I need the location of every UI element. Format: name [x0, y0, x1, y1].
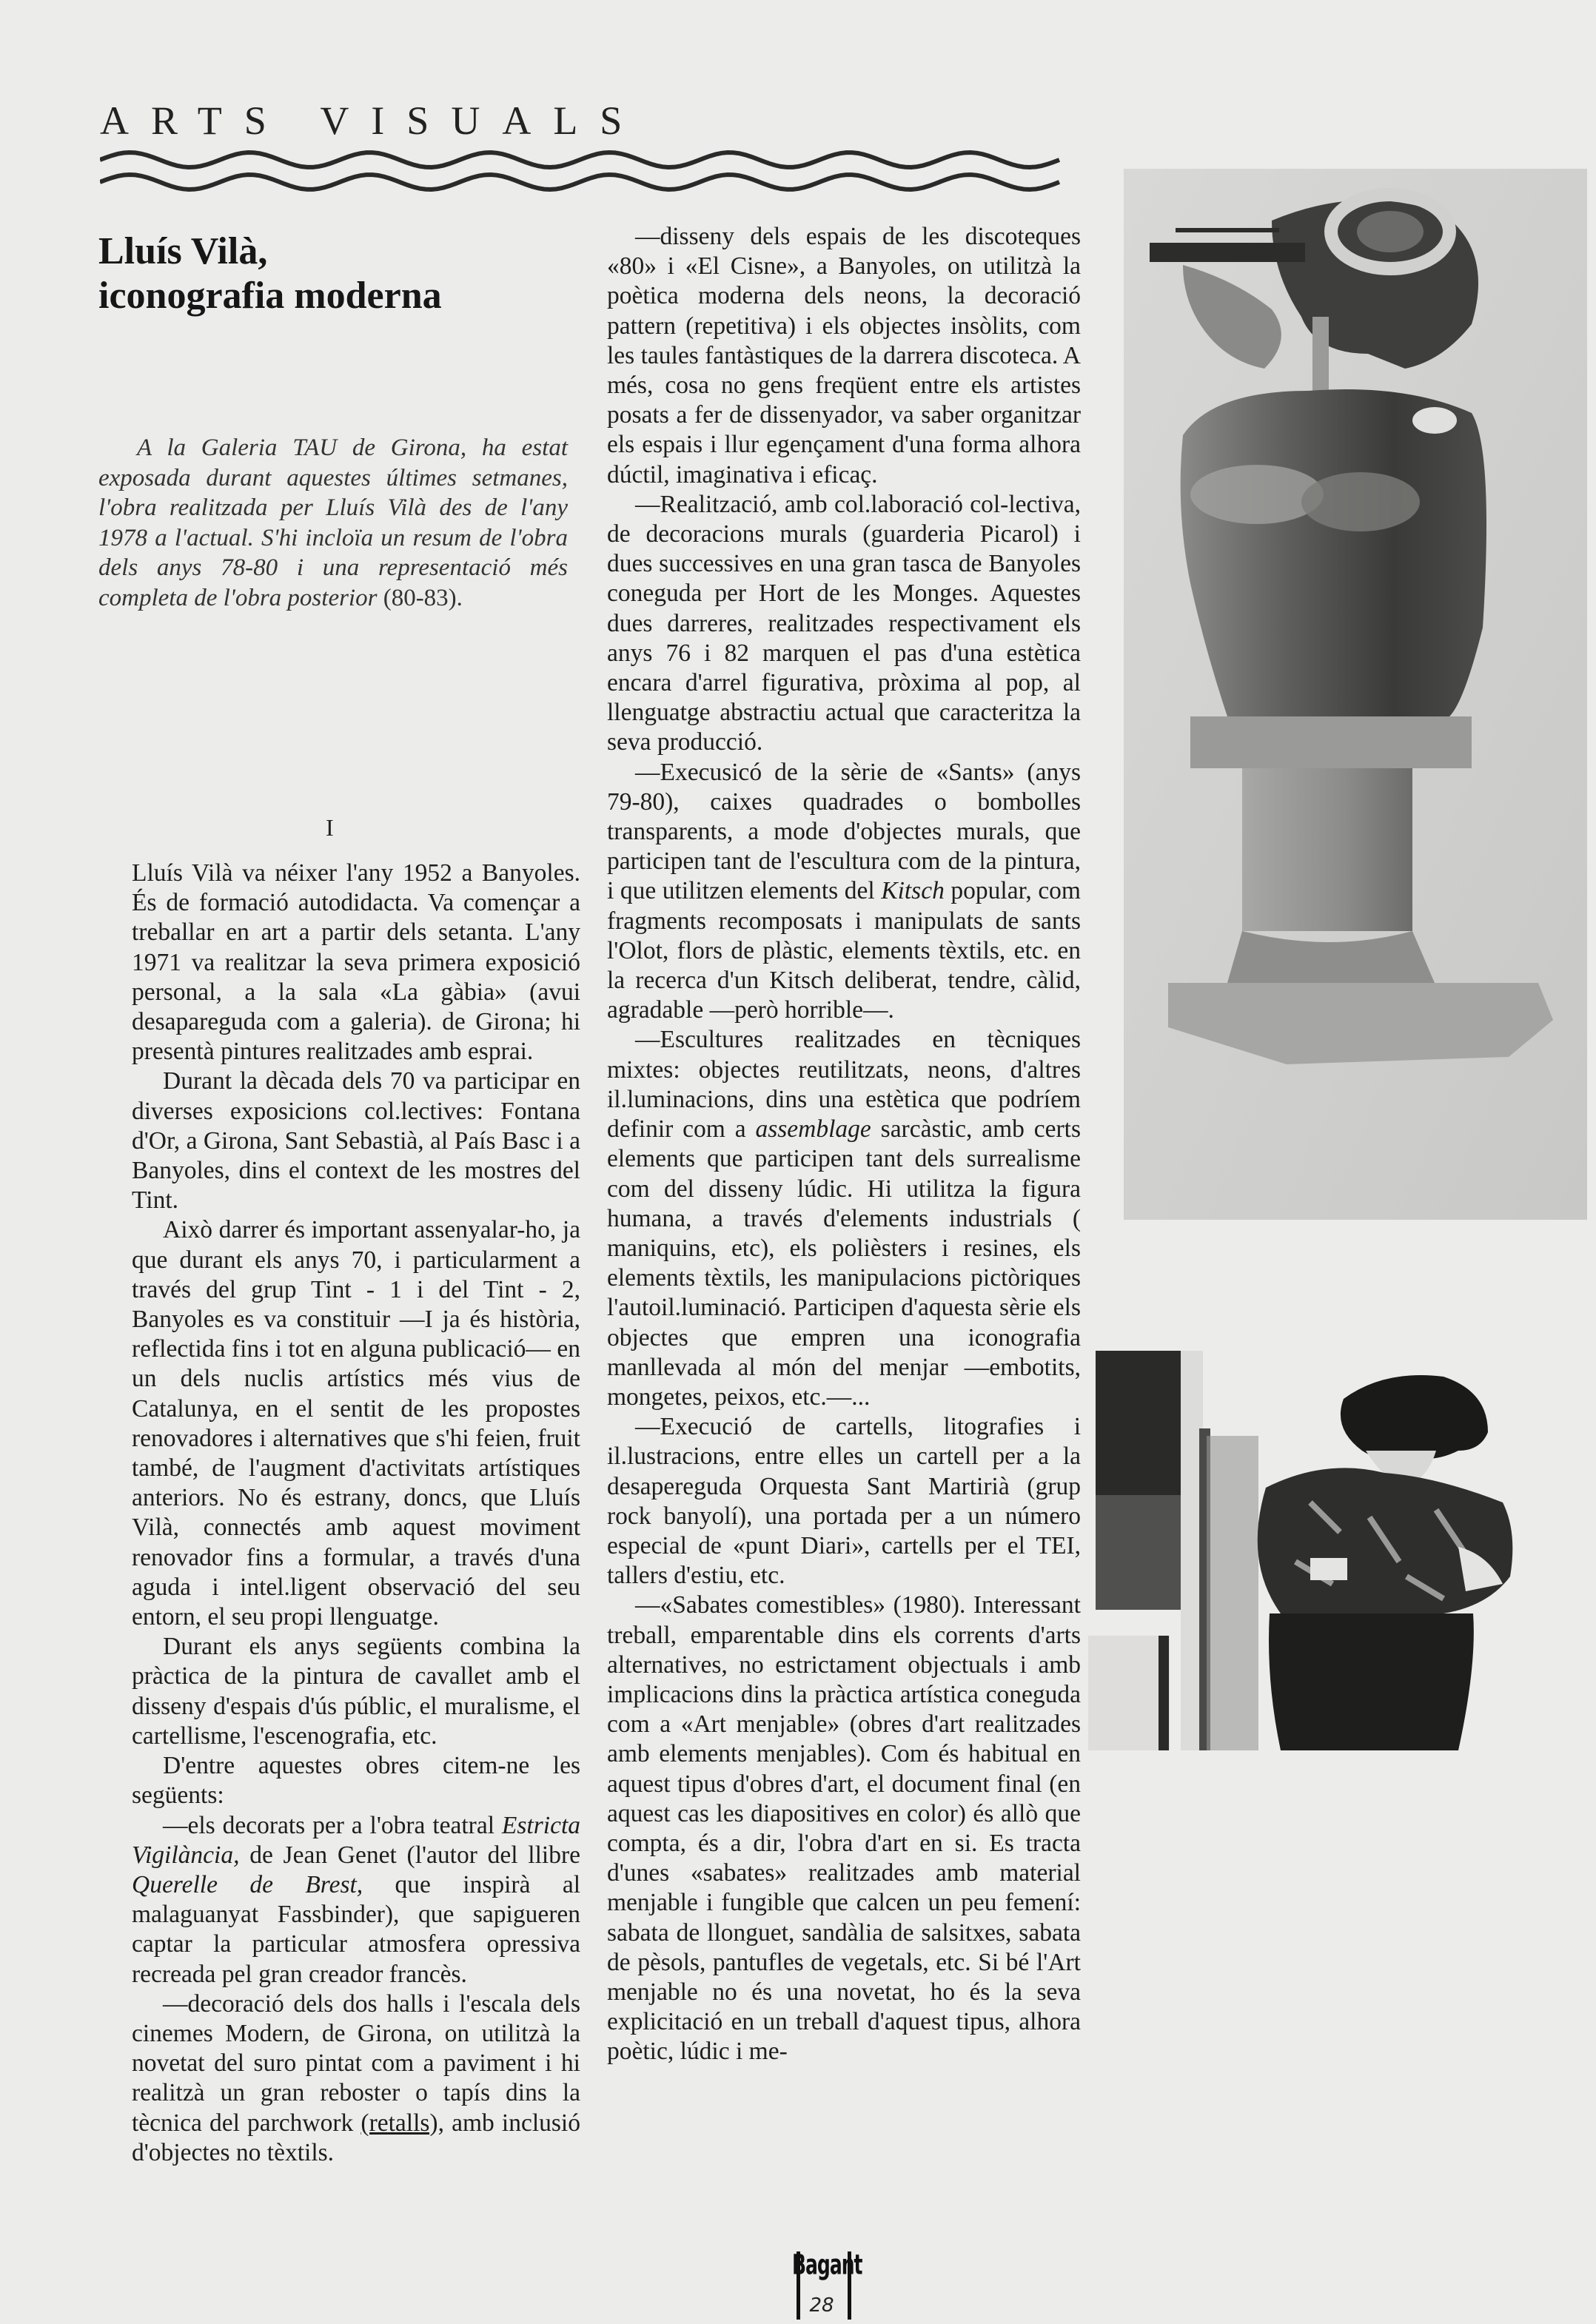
paragraph — [607, 1025, 1081, 1412]
paragraph: D'entre aquestes obres citem-ne les següents: — [132, 1752, 580, 1810]
headline-line-2: iconografia moderna — [98, 275, 442, 317]
text-run: amb inclusió d'objectes no tèxtils. — [132, 2109, 580, 2166]
paragraph: —«Sabates comestibles» (1980). Interessant treball, emparentable dins els corrents d'arts alternatives, no estrictament objectuals i amb implicacions dins la pràctica artística coneguda com a «Art menjable» (obres d'art realitzades amb elements menjables). Com és habitual en aquest tipus d'obres d'art, el document final (en aquest cas les diapositives en color) és allò que compta, és a dir, l'obra d'art en si. Es tracta d'unes «sabates» realitzades amb material menjable i fungible que calcen un peu femení: sabata de llonguet, sandàlia de salsitxes, sabata de pèsols, pantufles de vegetals, etc. Si bé l'Art menjable no és una novetat, ho és la seva explicitació en un treball d'aquest tipus, alhora poètic, lúdic i me- — [607, 1591, 1081, 2066]
paragraph — [607, 758, 1081, 1026]
logo-wordmark: Bagant — [792, 2249, 862, 2281]
lead-tail: (80-83). — [377, 584, 463, 611]
paragraph — [132, 1989, 580, 2168]
headline-line-1: Lluís Vilà, — [98, 230, 268, 272]
article-headline — [98, 229, 572, 318]
text-run: —Escultures realitzades en tècniques mixtes: objectes reutilitzats, neons, d'altres il.luminacions, dins una estètica que podríem definir com a — [607, 1026, 1081, 1143]
italic-term: assemblage — [755, 1115, 871, 1143]
wavy-divider — [100, 147, 1062, 198]
text-run: de Jean Genet (l'autor del llibre — [239, 1841, 580, 1869]
italic-term: Kitsch — [881, 877, 945, 905]
text-run: popular, com fragments recomposats i manipulats de sants l'Olot, flors de plàstic, elements tèxtils, etc. en la recerca d'un Kitsch deliberat, tendre, càlid, agradable —però horrible—. — [607, 877, 1081, 1024]
paragraph: Durant els anys següents combina la pràctica de la pintura de cavallet amb el disseny d'espais d'ús públic, el muralisme, el cartellisme, l'escenografia, etc. — [132, 1633, 580, 1750]
page-number: 28 — [809, 2294, 834, 2317]
paragraph: —disseny dels espais de les discoteques «80» i «El Cisne», a Banyoles, on utilitzà la poètica moderna dels neons, la decoració pattern (repetitiva) i els objectes insòlits, com les taules fantàstiques de la darrera discoteca. A més, cosa no gens freqüent entre els artistes posats a fer de dissenyador, va saber organitzar els espais i llur egençament d'una forma alhora dúctil, imaginativa i eficaç. — [607, 223, 1081, 488]
text-run: —decoració dels dos halls i l'escala dels cinemes Modern, de Girona, on utilitzà la novetat del suro pintat com a paviment i hi realitzà un gran reboster o tapís dins la tècnica del parchwork — [132, 1989, 580, 2137]
left-column — [132, 859, 580, 2168]
work-title: Estricta Vigilància, — [132, 1811, 580, 1869]
text-run: —els decorats per a l'obra teatral — [163, 1811, 502, 1839]
paragraph: —Realització, amb col.laboració col-lectiva, de decoracions murals (guarderia Picarol) i dues successives en una gran tasca de Banyoles coneguda per Hort de les Monges. Aquestes dues darreres, realitzades respectivament els anys 76 i 82 marquen el pas d'una estètica encara d'arrel figurativa, pròxima al pop, al llenguatge abstractiu actual que caracteritza la seva producció. — [607, 490, 1081, 756]
sculpture-photo — [1124, 169, 1587, 1220]
paragraph — [132, 1811, 580, 1989]
magazine-logo — [792, 2249, 862, 2323]
text-run: —Execusicó de la sèrie de «Sants» (anys 79-80), caixes quadrades o bombolles transparents, a mode d'objectes murals, que participen tant de l'escultura com de la pintura, i que utilitzen elements del — [607, 758, 1081, 905]
paragraph: Això darrer és important assenyalar-ho, ja que durant els anys 70, i particularment a través del grup Tint - 1 i del Tint - 2, Banyoles es va constituir —I ja és història, reflectida fins i tot en alguna publicació— en un dels nuclis artístics més vius de Catalunya, en el sentit de les propostes renovadores i alternatives que s'hi feien, fruit també, de l'augment d'activitats artístiques anteriors. No és estrany, doncs, que Lluís Vilà, connectés amb aquest moviment renovador fins a formular, a través d'una aguda i intel.ligent observació del seu entorn, el seu propi llenguatge. — [132, 1216, 580, 1631]
lead-italic: A la Galeria TAU de Girona, ha estat exposada durant aquestes últimes setmanes, l'obra realitzada per Lluís Vilà des de l'any 1978 a l'actual. S'hi incloïa un resum de l'obra dels anys 78-80 i una representació més completa de l'obra posterior — [98, 434, 568, 611]
section-numeral: I — [326, 814, 334, 841]
section-title: ARTS VISUALS — [100, 98, 645, 143]
paragraph: —Execució de cartells, litografies i il.lustracions, entre elles un cartell per a la desapereguda Orquesta Sant Martirià (grup rock banyolí), una portada per a un número especial de «punt Diari», cartells per el TEI, tallers d'estiu, etc. — [607, 1413, 1081, 1590]
middle-column — [607, 222, 1081, 2067]
article-lead — [98, 433, 568, 613]
paragraph: Durant la dècada dels 70 va participar en diverses exposicions col.lectives: Fontana d'Or, a Girona, Sant Sebastià, al País Basc i a Banyoles, dins el context de les mostres del Tint. — [132, 1067, 580, 1215]
artist-portrait-photo — [1088, 1340, 1577, 2161]
underlined-text: (retalls), — [361, 2109, 444, 2137]
paragraph: Lluís Vilà va néixer l'any 1952 a Banyoles. És de formació autodidacta. Va començar a treballar en art a partir dels setanta. L'any 1971 va realitzar la seva primera exposició personal, a la sala «La gàbia» (avui desapareguda com a galeria). de Girona; hi presentà pintures realitzades amb esprai. — [132, 859, 580, 1066]
text-run: sarcàstic, amb certs elements que participen tant dels surrealisme com del disseny lúdic. Hi utilitza la figura humana, a través d'elements industrials ( maniquins, etc), els polièsters i resines, els elements tèxtils, les manipulacions pictòriques l'autoil.luminació. Participen d'aquesta sèrie els objectes que empren una iconografia manllevada al món del menjar —embotits, mongetes, peixos, etc.—... — [607, 1115, 1082, 1411]
text-run: que inspirà al malaguanyat Fassbinder), que sapigueren captar la particular atmosfera opressiva recreada pel gran creador francès. — [132, 1870, 580, 1988]
book-title: Querelle de Brest, — [132, 1870, 363, 1898]
